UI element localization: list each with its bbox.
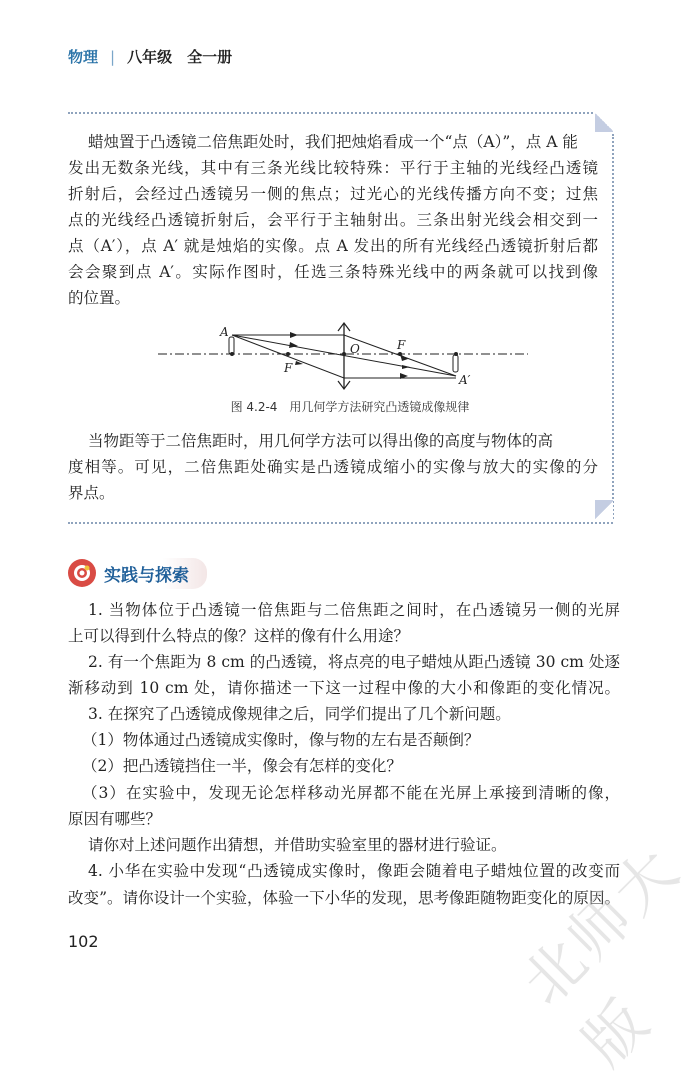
paragraph-line: 界点。 [68, 484, 115, 502]
question-line: 原因有哪些？ [68, 810, 162, 828]
label-focus-left: F [284, 361, 293, 375]
question-line: （3）在实验中，发现无论怎样移动光屏都不能在光屏上承接到清晰的像， [82, 784, 620, 802]
question-line: （2）把凸透镜挡住一半，像会有怎样的变化？ [82, 757, 402, 775]
label-optical-center: O [350, 342, 360, 356]
paragraph-line: 的位置。 [68, 289, 131, 307]
question-line: 渐移动到 10 cm 处，请你描述一下这一过程中像的大小和像距的变化情况。 [68, 679, 620, 697]
question-line: （1）物体通过凸透镜成实像时，像与物的左右是否颠倒？ [82, 731, 480, 749]
label-focus-right: F [397, 338, 406, 352]
page-number: 102 [68, 932, 99, 951]
target-icon [68, 559, 96, 587]
paragraph-line: 度相等。可见，二倍焦距处确实是凸透镜成缩小的实像与放大的实像的分 [68, 458, 598, 476]
label-object: A [220, 325, 229, 339]
lens-ray-diagram [0, 0, 699, 420]
publisher-watermark: 北师大版 [509, 833, 695, 1080]
question-line: 2. 有一个焦距为 8 cm 的凸透镜，将点亮的电子蜡烛从距凸透镜 30 cm 处逐 [88, 653, 620, 671]
page-curl-decoration [595, 500, 613, 520]
section-title: 实践与探索 [96, 558, 207, 589]
paragraph-line: 折射后，会经过凸透镜另一侧的焦点；过光心的光线传播方向不变；过焦 [68, 185, 598, 203]
label-image: A′ [459, 373, 471, 387]
question-line: 改变”。请你设计一个实验，体验一下小华的发现，思考像距随物距变化的原因。 [68, 889, 620, 907]
paragraph-line: 当物距等于二倍焦距时，用几何学方法可以得出像的高度与物体的高 [88, 432, 554, 450]
question-line: 3. 在探究了凸透镜成像规律之后，同学们提出了几个新问题。 [88, 705, 511, 723]
grade-label: 八年级 全一册 [127, 48, 233, 66]
figure-caption: 图 4.2-4 用几何学方法研究凸透镜成像规律 [230, 400, 470, 414]
question-line: 请你对上述问题作出猜想，并借助实验室里的器材进行验证。 [88, 836, 507, 854]
paragraph-line: 点的光线经凸透镜折射后，会平行于主轴射出。三条出射光线会相交到一 [68, 211, 598, 229]
question-line: 1. 当物体位于凸透镜一倍焦距与二倍焦距之间时，在凸透镜另一侧的光屏 [88, 601, 620, 619]
paragraph-line: 点（A′），点 A′ 就是烛焰的实像。点 A 发出的所有光线经凸透镜折射后都 [68, 237, 598, 255]
header-separator: | [110, 48, 116, 66]
paragraph-line: 会会聚到点 A′。实际作图时，任选三条特殊光线中的两条就可以找到像 [68, 263, 598, 281]
paragraph-line: 蜡烛置于凸透镜二倍焦距处时，我们把烛焰看成一个“点（A）”，点 A 能 [88, 133, 578, 151]
paragraph-line: 发出无数条光线，其中有三条光线比较特殊：平行于主轴的光线经凸透镜 [68, 159, 598, 177]
section-heading [68, 558, 207, 588]
candle-image [453, 355, 458, 372]
subject-label: 物理 [68, 48, 99, 66]
question-line: 上可以得到什么特点的像？这样的像有什么用途？ [68, 627, 410, 645]
candle-object [229, 337, 234, 354]
question-line: 4. 小华在实验中发现“凸透镜成实像时，像距会随着电子蜡烛位置的改变而 [88, 862, 620, 880]
